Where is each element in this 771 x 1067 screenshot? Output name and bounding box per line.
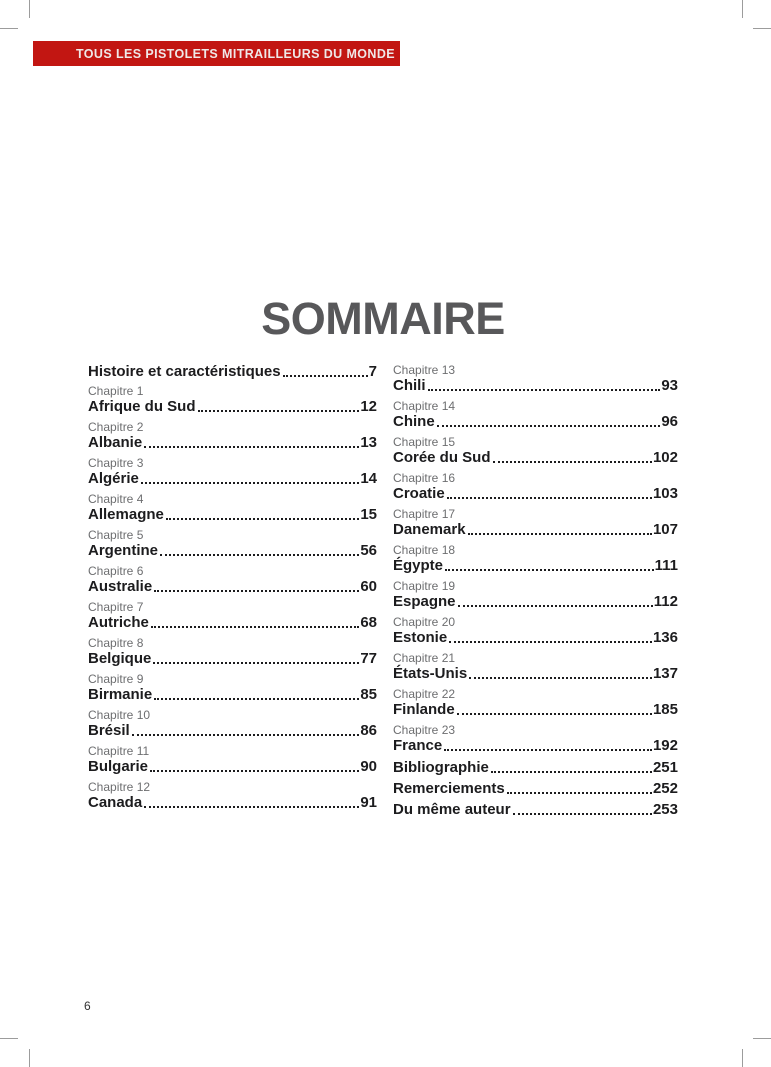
dot-leader	[141, 482, 359, 484]
entry-page-number: 252	[652, 780, 678, 797]
entry-title: Australie	[88, 578, 153, 595]
toc-entry	[393, 780, 678, 797]
chapter-label: Chapitre 17	[393, 507, 456, 521]
toc-entry	[393, 651, 678, 682]
book-title-text: TOUS LES PISTOLETS MITRAILLEURS DU MONDE	[75, 46, 396, 61]
toc-entry	[393, 759, 678, 776]
toc-entry	[88, 708, 377, 739]
chapter-label: Chapitre 11	[88, 744, 150, 758]
chapter-label: Chapitre 8	[88, 636, 144, 650]
toc-entry	[393, 363, 678, 394]
entry-page-number: 14	[360, 470, 377, 487]
dot-leader	[507, 792, 652, 794]
dot-leader	[144, 806, 359, 808]
dot-leader	[198, 410, 360, 412]
entry-page-number: 136	[652, 629, 678, 646]
dot-leader	[445, 569, 654, 571]
entry-page-number: 7	[368, 363, 377, 380]
toc-column-right	[393, 363, 678, 822]
dot-leader	[151, 626, 359, 628]
toc-entry	[88, 420, 377, 451]
entry-title: Du même auteur	[393, 801, 511, 818]
dot-leader	[160, 554, 359, 556]
toc-entry-line	[88, 614, 377, 631]
entry-title: Brésil	[88, 722, 130, 739]
chapter-label: Chapitre 15	[393, 435, 456, 449]
toc-entry-line	[393, 701, 678, 718]
entry-title: Algérie	[88, 470, 139, 487]
entry-title: Autriche	[88, 614, 149, 631]
toc-entry	[393, 471, 678, 502]
toc-entry-line	[393, 485, 678, 502]
toc-entry-line	[88, 542, 377, 559]
entry-title: Bibliographie	[393, 759, 489, 776]
dot-leader	[154, 590, 359, 592]
entry-page-number: 12	[360, 398, 377, 415]
toc-entry-line	[393, 557, 678, 574]
dot-leader	[457, 713, 652, 715]
toc-entry-line	[88, 398, 377, 415]
chapter-label: Chapitre 16	[393, 471, 456, 485]
entry-title: Canada	[88, 794, 143, 811]
entry-title: Afrique du Sud	[88, 398, 196, 415]
entry-title: Égypte	[393, 557, 444, 574]
toc-entry	[88, 456, 377, 487]
chapter-label: Chapitre 14	[393, 399, 456, 413]
toc-entry	[393, 801, 678, 818]
chapter-label: Chapitre 3	[88, 456, 144, 470]
toc-entry	[88, 528, 377, 559]
chapter-label: Chapitre 5	[88, 528, 144, 542]
chapter-label: Chapitre 21	[393, 651, 456, 665]
entry-title: Bulgarie	[88, 758, 149, 775]
entry-page-number: 56	[360, 542, 377, 559]
toc-entry-line	[393, 413, 678, 430]
dot-leader	[428, 389, 661, 391]
chapter-label: Chapitre 12	[88, 780, 151, 794]
toc-entry-line	[88, 794, 377, 811]
toc-entry	[88, 636, 377, 667]
toc-entry-line	[393, 801, 678, 818]
folio-page-number: 6	[84, 999, 91, 1013]
dot-leader	[153, 662, 359, 664]
toc-entry-line	[88, 470, 377, 487]
toc-entry	[393, 579, 678, 610]
toc-entry-line	[88, 686, 377, 703]
toc-entry	[88, 363, 377, 380]
toc-entry	[88, 780, 377, 811]
toc-entry-line	[88, 363, 377, 380]
entry-title: Birmanie	[88, 686, 153, 703]
toc-entry-line	[88, 758, 377, 775]
dot-leader	[468, 533, 652, 535]
chapter-label: Chapitre 6	[88, 564, 144, 578]
dot-leader	[150, 770, 359, 772]
entry-title: Histoire et caractéristiques	[88, 363, 281, 380]
toc-entry	[88, 384, 377, 415]
entry-page-number: 86	[360, 722, 377, 739]
entry-page-number: 96	[661, 413, 678, 430]
toc-entry-line	[88, 506, 377, 523]
entry-title: Danemark	[393, 521, 466, 538]
toc-entry	[393, 723, 678, 754]
chapter-label: Chapitre 4	[88, 492, 144, 506]
entry-page-number: 93	[661, 377, 678, 394]
dot-leader	[144, 446, 359, 448]
entry-page-number: 111	[654, 557, 678, 574]
toc-entry	[88, 492, 377, 523]
entry-title: Finlande	[393, 701, 455, 718]
dot-leader	[491, 771, 652, 773]
entry-title: Chine	[393, 413, 435, 430]
entry-page-number: 107	[652, 521, 678, 538]
entry-page-number: 112	[653, 593, 678, 610]
entry-page-number: 15	[360, 506, 377, 523]
crop-mark	[742, 0, 743, 18]
toc-entry-line	[88, 578, 377, 595]
entry-title: Corée du Sud	[393, 449, 491, 466]
toc-entry-line	[393, 780, 678, 797]
toc-entry-line	[393, 629, 678, 646]
entry-page-number: 102	[652, 449, 678, 466]
dot-leader	[444, 749, 652, 751]
toc-entry	[88, 600, 377, 631]
toc-entry	[88, 564, 377, 595]
dot-leader	[449, 641, 652, 643]
chapter-label: Chapitre 13	[393, 363, 456, 377]
chapter-label: Chapitre 9	[88, 672, 144, 686]
table-of-contents	[88, 363, 678, 822]
crop-mark	[29, 1049, 30, 1067]
entry-title: Remerciements	[393, 780, 505, 797]
entry-page-number: 253	[652, 801, 678, 818]
toc-entry-line	[88, 434, 377, 451]
entry-page-number: 13	[360, 434, 377, 451]
chapter-label: Chapitre 18	[393, 543, 456, 557]
toc-entry	[393, 399, 678, 430]
chapter-label: Chapitre 10	[88, 708, 151, 722]
toc-entry-line	[393, 377, 678, 394]
toc-entry-line	[393, 737, 678, 754]
toc-entry	[88, 672, 377, 703]
toc-entry	[393, 687, 678, 718]
entry-page-number: 185	[652, 701, 678, 718]
entry-title: Estonie	[393, 629, 448, 646]
toc-entry	[393, 435, 678, 466]
dot-leader	[154, 698, 359, 700]
chapter-label: Chapitre 20	[393, 615, 456, 629]
crop-mark	[742, 1049, 743, 1067]
toc-entry-line	[393, 759, 678, 776]
dot-leader	[437, 425, 661, 427]
dot-leader	[447, 497, 652, 499]
chapter-label: Chapitre 22	[393, 687, 456, 701]
toc-column-left	[88, 363, 377, 822]
entry-title: Espagne	[393, 593, 456, 610]
entry-title: Allemagne	[88, 506, 164, 523]
entry-page-number: 68	[360, 614, 377, 631]
crop-mark	[0, 28, 18, 29]
crop-mark	[753, 28, 771, 29]
dot-leader	[166, 518, 359, 520]
entry-page-number: 91	[360, 794, 377, 811]
entry-page-number: 103	[652, 485, 678, 502]
toc-entry	[393, 543, 678, 574]
entry-title: Belgique	[88, 650, 152, 667]
toc-entry-line	[393, 665, 678, 682]
toc-entry	[393, 615, 678, 646]
dot-leader	[469, 677, 652, 679]
toc-entry	[88, 744, 377, 775]
entry-page-number: 77	[360, 650, 377, 667]
dot-leader	[283, 375, 368, 377]
dot-leader	[513, 813, 652, 815]
entry-title: Argentine	[88, 542, 159, 559]
chapter-label: Chapitre 19	[393, 579, 456, 593]
dot-leader	[458, 605, 653, 607]
toc-entry-line	[393, 521, 678, 538]
toc-entry-line	[393, 593, 678, 610]
page-title: SOMMAIRE	[261, 293, 505, 344]
chapter-label: Chapitre 7	[88, 600, 144, 614]
crop-mark	[29, 0, 30, 18]
crop-mark	[0, 1038, 18, 1039]
entry-page-number: 251	[652, 759, 678, 776]
book-title-banner	[33, 41, 400, 66]
entry-page-number: 90	[360, 758, 377, 775]
toc-entry-line	[88, 650, 377, 667]
chapter-label: Chapitre 23	[393, 723, 456, 737]
entry-title: Croatie	[393, 485, 445, 502]
dot-leader	[493, 461, 652, 463]
entry-page-number: 137	[652, 665, 678, 682]
toc-entry-line	[393, 449, 678, 466]
chapter-label: Chapitre 2	[88, 420, 144, 434]
toc-entry	[393, 507, 678, 538]
entry-title: Albanie	[88, 434, 143, 451]
crop-mark	[753, 1038, 771, 1039]
entry-title: Chili	[393, 377, 426, 394]
entry-page-number: 85	[360, 686, 377, 703]
dot-leader	[132, 734, 360, 736]
toc-entry-line	[88, 722, 377, 739]
entry-title: France	[393, 737, 443, 754]
chapter-label: Chapitre 1	[88, 384, 144, 398]
entry-title: États-Unis	[393, 665, 468, 682]
entry-page-number: 192	[652, 737, 678, 754]
entry-page-number: 60	[360, 578, 377, 595]
